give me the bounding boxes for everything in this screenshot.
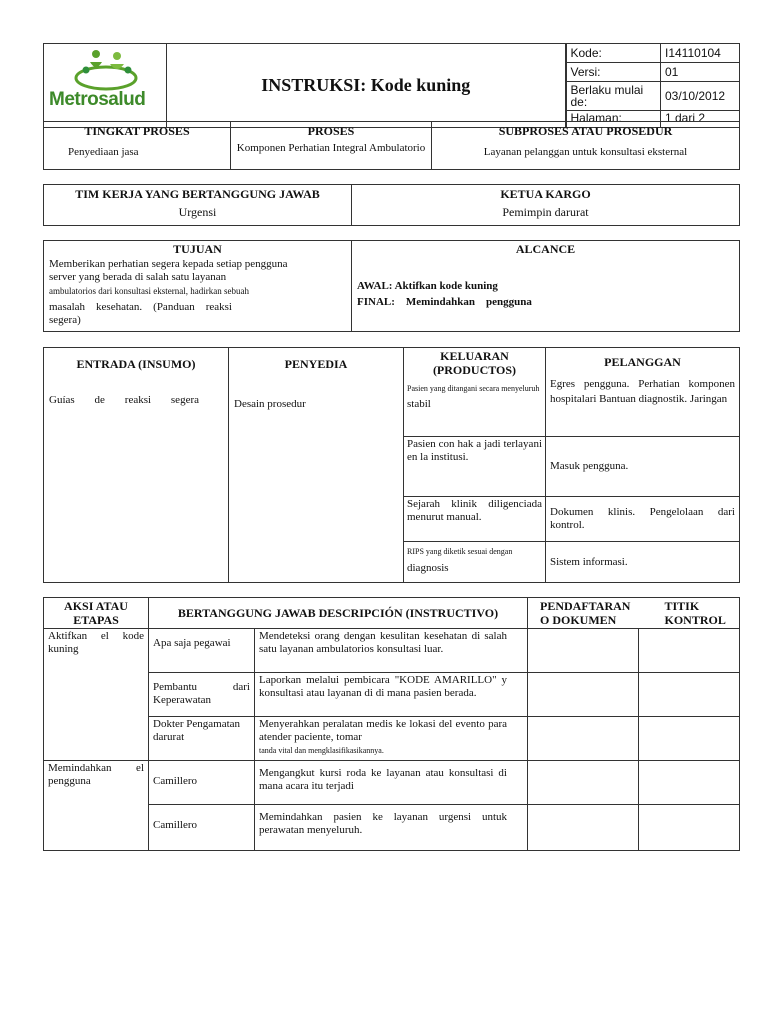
meta-value: 01 bbox=[661, 63, 740, 82]
action-step bbox=[44, 761, 149, 851]
team-table bbox=[43, 184, 740, 226]
team-value: Urgensi bbox=[44, 203, 352, 226]
action-desc-small: tanda vital dan mengklasifikasikannya. bbox=[259, 746, 384, 755]
action-control bbox=[639, 805, 740, 851]
actions-step-header: AKSI ATAU ETAPAS bbox=[44, 598, 149, 629]
leader-value: Pemimpin darurat bbox=[352, 203, 740, 226]
entrada-cell bbox=[44, 348, 229, 583]
action-who: Camillero bbox=[149, 805, 255, 851]
logo-text: Metrosalud bbox=[49, 89, 146, 110]
purpose-line: server yang berada di salah satu layanan bbox=[49, 271, 227, 283]
action-who: Pembantu dari Keperawatan bbox=[149, 673, 255, 717]
customer-text: Sistem informasi. bbox=[546, 542, 740, 583]
action-who: Dokter Pengamatan darurat bbox=[149, 717, 255, 761]
process-header: PROSES bbox=[231, 122, 432, 141]
action-control bbox=[639, 761, 740, 805]
action-doc bbox=[528, 629, 639, 673]
process-table bbox=[43, 121, 740, 170]
action-doc bbox=[528, 717, 639, 761]
action-step-text: Memindahkan el pengguna bbox=[48, 762, 144, 787]
action-desc: Menyerahkan peralatan medis ke lokasi del evento para atender paciente, tomar bbox=[259, 718, 507, 743]
output-text: diagnosis bbox=[407, 562, 449, 574]
purpose-line: Memberikan perhatian segera kepada setiap pengguna bbox=[49, 258, 288, 270]
entrada-header: ENTRADA (INSUMO) bbox=[76, 357, 196, 371]
output-small-text: RIPS yang diketik sesuai dengan bbox=[407, 547, 513, 556]
team-header: TIM KERJA YANG BERTANGGUNG JAWAB bbox=[44, 185, 352, 204]
purpose-header: TUJUAN bbox=[173, 242, 222, 256]
actions-table bbox=[43, 597, 740, 851]
header-table bbox=[43, 43, 740, 128]
action-who: Camillero bbox=[149, 761, 255, 805]
output-small-text: Pasien yang ditangani secara menyeluruh bbox=[407, 384, 540, 393]
penyedia-value: Desain prosedur bbox=[234, 398, 306, 410]
subprocess-value: Layanan pelanggan untuk konsultasi eksternal bbox=[432, 140, 740, 170]
action-desc: Memindahkan pasien ke layanan urgensi untuk perawatan menyeluruh. bbox=[255, 805, 528, 851]
scope-header: ALCANCE bbox=[515, 242, 576, 256]
logo-figures-icon bbox=[44, 48, 165, 123]
keluaran-header: KELUARAN (PRODUCTOS) bbox=[432, 349, 517, 377]
action-doc bbox=[528, 805, 639, 851]
meta-value: 03/10/2012 bbox=[661, 82, 740, 111]
process-value: Komponen Perhatian Integral Ambulatorio bbox=[231, 140, 432, 170]
action-control bbox=[639, 673, 740, 717]
customer-cell bbox=[546, 348, 740, 437]
pelanggan-header: PELANGGAN bbox=[604, 355, 681, 369]
action-step bbox=[44, 629, 149, 761]
document-title-text: INSTRUKSI: Kode kuning bbox=[261, 75, 471, 95]
meta-value: 1 dari 2 bbox=[661, 111, 740, 128]
action-control bbox=[639, 629, 740, 673]
customer-text: Dokumen klinis. Pengelolaan dari kontrol. bbox=[546, 497, 740, 542]
scope-end: FINAL: Memindahkan pengguna bbox=[357, 296, 532, 308]
action-doc bbox=[528, 673, 639, 717]
metrosalud-logo bbox=[44, 48, 165, 123]
purpose-line: masalah kesehatan. (Panduan reaksi bbox=[49, 301, 232, 313]
output-cell bbox=[404, 348, 546, 437]
action-control bbox=[639, 717, 740, 761]
purpose-line: ambulatorios dari konsultasi eksternal, hadirkan sebuah bbox=[49, 286, 249, 296]
actions-doc-header: PENDAFTARAN O DOKUMEN bbox=[528, 598, 639, 629]
action-doc bbox=[528, 761, 639, 805]
customer-text: Masuk pengguna. bbox=[546, 437, 740, 497]
action-desc: Mengangkut kursi roda ke layanan atau konsultasi di mana acara itu terjadi bbox=[255, 761, 528, 805]
meta-label: Versi: bbox=[566, 63, 661, 82]
penyedia-cell bbox=[229, 348, 404, 583]
output-text: Sejarah klinik diligenciada menurut manual. bbox=[404, 497, 546, 542]
meta-label: Halaman: bbox=[566, 111, 661, 128]
penyedia-header: PENYEDIA bbox=[284, 357, 348, 371]
action-step-text: Aktifkan el kode kuning bbox=[48, 630, 144, 655]
output-text: stabil bbox=[407, 398, 431, 410]
process-level-value: Penyediaan jasa bbox=[44, 140, 231, 170]
meta-value: I14110104 bbox=[661, 44, 740, 63]
actions-control-header: TITIK KONTROL bbox=[639, 598, 740, 629]
action-desc-cell bbox=[255, 717, 528, 761]
action-desc: Mendeteksi orang dengan kesulitan kesehatan di salah satu layanan ambulatorios konsultasi luar. bbox=[255, 629, 528, 673]
subprocess-header: SUBPROSES ATAU PROSEDUR bbox=[432, 122, 740, 141]
scope-start: AWAL: Aktifkan kode kuning bbox=[357, 280, 498, 292]
meta-label: Kode: bbox=[566, 44, 661, 63]
io-table bbox=[43, 347, 740, 583]
action-who: Apa saja pegawai bbox=[149, 629, 255, 673]
leader-header: KETUA KARGO bbox=[352, 185, 740, 204]
output-cell bbox=[404, 542, 546, 583]
action-desc: Laporkan melalui pembicara "KODE AMARILLO" y konsultasi atau layanan di di mana pasien berada. bbox=[255, 673, 528, 717]
purpose-line: segera) bbox=[49, 314, 81, 326]
process-level-header: TINGKAT PROSES bbox=[44, 122, 231, 141]
purpose-cell bbox=[44, 241, 352, 332]
meta-label: Berlaku mulai de: bbox=[566, 82, 661, 111]
document-title bbox=[167, 44, 566, 128]
entrada-value: Guías de reaksi segera bbox=[49, 394, 199, 406]
scope-cell bbox=[352, 241, 740, 332]
logo-cell bbox=[44, 44, 167, 128]
output-text: Pasien con hak a jadi terlayani en la institusi. bbox=[404, 437, 546, 497]
purpose-table bbox=[43, 240, 740, 332]
customer-text: Egres pengguna. Perhatian komponen hospitalari Bantuan diagnostik. Jaringan bbox=[550, 378, 735, 405]
actions-desc-header: BERTANGGUNG JAWAB DESCRIPCIÓN (INSTRUCTIVO) bbox=[149, 598, 528, 629]
